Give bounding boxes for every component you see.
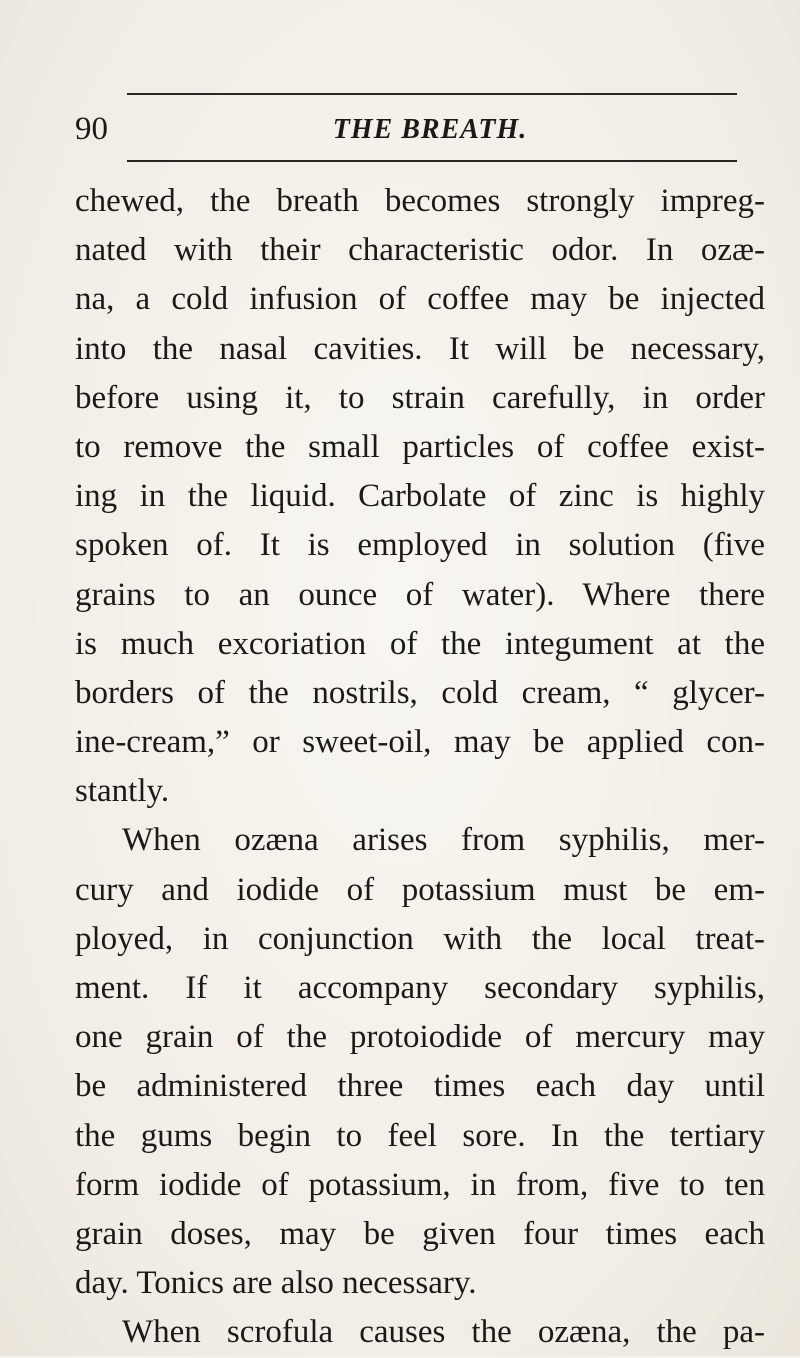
header-bottom-rule	[127, 160, 737, 162]
running-head: THE BREATH.	[332, 114, 528, 145]
text-line: is much excoriation of the integument at the	[75, 625, 765, 662]
paragraph-first-line: When scrofula causes the ozæna, the pa-	[122, 1314, 765, 1351]
text-line: form iodide of potassium, in from, five to ten	[75, 1166, 765, 1203]
text-line: ment. If it accompany secondary syphilis,	[75, 970, 765, 1006]
text-line: na, a cold infusion of coffee may be injected	[75, 281, 765, 318]
text-line: ployed, in conjunction with the local treat-	[75, 920, 765, 957]
text-line: to remove the small particles of coffee exist-	[75, 428, 765, 465]
paragraph-first-line: When ozæna arises from syphilis, mer-	[122, 822, 765, 859]
text-line: grain doses, may be given four times each	[75, 1215, 765, 1252]
text-line: be administered three times each day until	[75, 1068, 765, 1105]
body-text	[75, 177, 765, 1358]
header-top-rule	[127, 93, 737, 95]
text-line: ing in the liquid. Carbolate of zinc is highly	[75, 478, 765, 515]
text-line: ine-cream,” or sweet-oil, may be applied con-	[75, 724, 765, 761]
text-line: spoken of. It is employed in solution (five	[75, 527, 765, 564]
text-line: before using it, to strain carefully, in order	[75, 379, 765, 416]
text-line: one grain of the protoiodide of mercury may	[75, 1019, 765, 1056]
text-line: into the nasal cavities. It will be necessary,	[75, 330, 765, 367]
page-number: 90	[75, 111, 108, 147]
text-line: nated with their characteristic odor. In ozæ-	[75, 232, 765, 269]
text-line: cury and iodide of potassium must be em-	[75, 871, 765, 908]
text-line: borders of the nostrils, cold cream, “ glycer-	[75, 674, 765, 711]
text-line: chewed, the breath becomes strongly impreg-	[75, 183, 765, 219]
text-line: the gums begin to feel sore. In the tertiary	[75, 1117, 765, 1154]
text-line: day. Tonics are also necessary.	[75, 1265, 477, 1302]
text-line: stantly.	[75, 773, 170, 810]
text-line: grains to an ounce of water). Where there	[75, 576, 765, 613]
